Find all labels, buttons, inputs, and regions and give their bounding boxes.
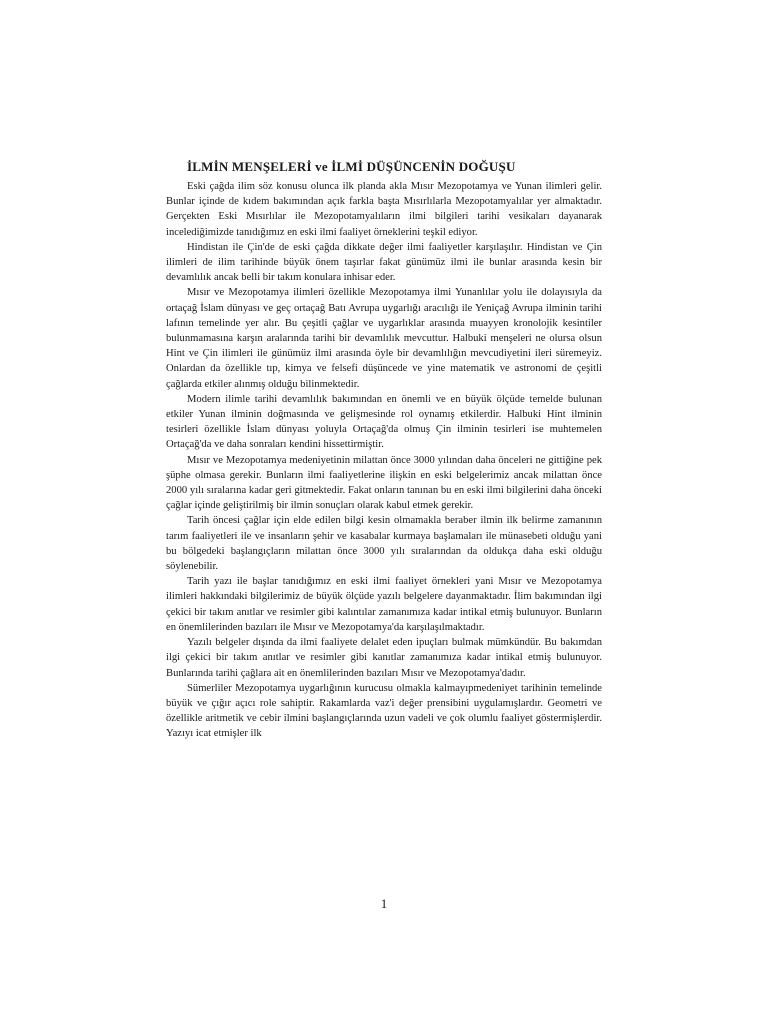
paragraph-4: Modern ilimle tarihi devamlılık bakımından en önemli ve en büyük ölçüde temelde bulunan etkiler Yunan ilminin doğmasında ve gelişmesinde rol oynamış etkilerdir. Halbuki Hint ilminin tesirleri özellikle İslam dünyası yoluyla Ortaçağ'da olmuş Çin ilminin tesirleri ise muhtemelen Ortaçağ'da ve daha sonraları kendini hissettirmiştir.: [166, 393, 602, 451]
paragraph-9: Sümerliler Mezopotamya uygarlığının kurucusu olmakla kalmayıpmedeniyet tarihinin temelinde büyük ve çığır açıcı role sahiptir. Rakamlarda vaz'i değer prensibini uygulamışlardır. Geometri ve özellikle aritmetik ve cebir ilmini başlangıçlarında uzun vadeli ve çok olumlu faaliyet göstermişlerdir. Yazıyı icat etmişler ilk: [166, 682, 602, 740]
document-title: İLMİN MENŞELERİ ve İLMİ DÜŞÜNCENİN DOĞUŞU: [187, 159, 516, 174]
paragraph-7: Tarih yazı ile başlar tanıdığımız en eski ilmi faaliyet örnekleri yani Mısır ve Mezopotamya ilimleri hakkındaki bilgilerimiz de büyük ölçüde yazılı belgelere dayanmaktadır. İlim bakımından ilgi çekici bir takım anıtlar ve resimler gibi kalıntılar zamanımıza kadar intikal etmiş bulunuyor. Bunların en önemlilerinden bazıları ile Mısır ve Mezopotamya'da karşılaşılmaktadır.: [166, 576, 602, 633]
paragraph-1: Eski çağda ilim söz konusu olunca ilk planda akla Mısır Mezopotamya ve Yunan ilimleri gelir. Bunlar içinde de kıdem bakımından açık farkla başta Mısırlılarla Mezopotamyalılar yer almaktadır. Gerçekten Eski Mısırlılar ile Mezopotamyalıların ilmi bilgileri tarihi vesikaları dayanarak incelediğimizde tanıdığımız en eski ilmi faaliyet örneklerini teşkil ediyor.: [166, 181, 602, 238]
page-body: [166, 159, 602, 742]
paragraph-8: Yazılı belgeler dışında da ilmi faaliyete delalet eden ipuçları bulmak mümkündür. Bu bakımdan ilgi çekici bir takım anıtlar ve resimler gibi kanıtlar zamanımıza kadar intikal etmiş bulunuyor. Bunlarında tarihi çağlara ait en önemlilerinden bazıları Mısır ve Mezopotamya'dadır.: [166, 637, 602, 679]
paragraph-2: Hindistan ile Çin'de de eski çağda dikkate değer ilmi faaliyetler karşılaşılır. Hindistan ve Çin ilimleri de ilim tarihinde büyük önem taşırlar fakat günümüz ilmi ile bunlar arasında kesin bir devamlılık ancak belli bir takım konulara inhisar eder.: [166, 241, 602, 284]
paragraph-5: Mısır ve Mezopotamya medeniyetinin milattan önce 3000 yılından daha önceleri ne gittiğine pek şüphe olmasa gerekir. Bunların ilmi faaliyetlerine ilişkin en eski belgelerimiz ancak milattan önce 2000 yılı sıralarına kadar geri gitmektedir. Fakat onların tanınan bu en eski ilmi bilgilerini daha önceki çağlar içinde geliştirilmiş bir ilmin sonuçları olarak kabul etmek gerekir.: [166, 454, 602, 512]
page-number: 1: [380, 896, 388, 911]
paragraph-6: Tarih öncesi çağlar için elde edilen bilgi kesin olmamakla beraber ilmin ilk belirme zamanının tarım faaliyetleri ile ve insanların şehir ve kasabalar kurmaya başlamaları ile münasebeti olduğu yani bu bölgedeki başlangıçların milattan önce 3000 yılı sıralarından da oldukça daha eski olduğu söylenebilir.: [166, 515, 602, 573]
paragraph-3: Mısır ve Mezopotamya ilimleri özellikle Mezopotamya ilmi Yunanlılar yolu ile dolayısıyla da ortaçağ İslam dünyası ve geç ortaçağ Batı Avrupa uygarlığı aracılığı ile Yeniçağ Avrupa ilminin tarihi lafının temelinde yer alır. Bu çeşitli çağlar ve uygarlıklar arasında muayyen kronolojik kesintiler bulunmamasına karşın aralarında tarihi bir devamlılık mevcuttur. Halbuki menşeleri ne olursa olsun Hint ve Çin ilimleri ile günümüz ilmi arasında öyle bir devamlılığın mevcudiyetini ileri süremeyiz. Onlardan da özellikle tıp, kimya ve felsefi düşüncede ve yine matematik ve astronomi de çeşitli çağlarda etkiler alınmış olduğu bilinmektedir.: [166, 287, 602, 390]
